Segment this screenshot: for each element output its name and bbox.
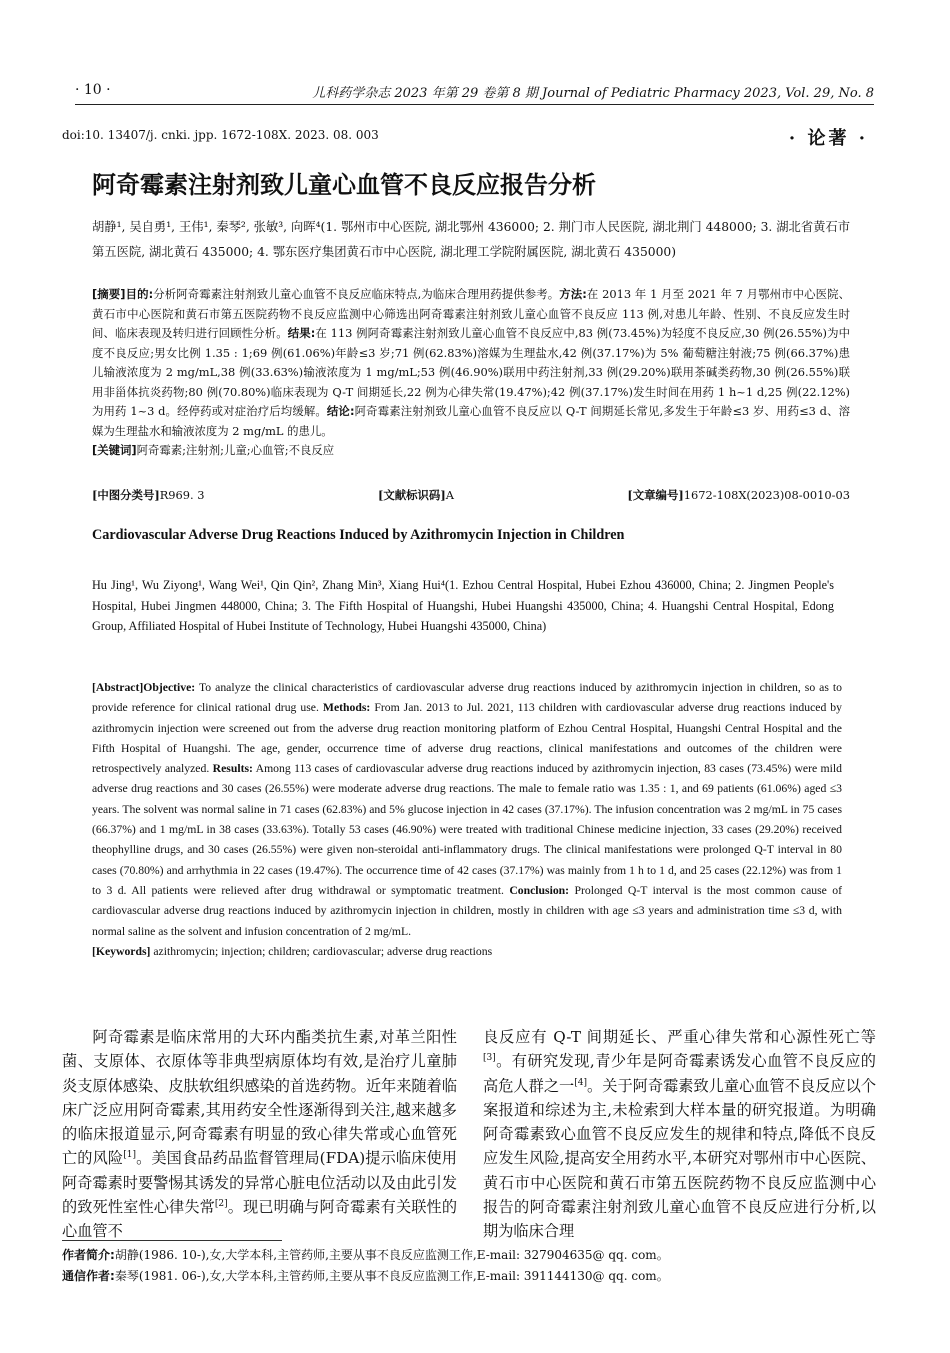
conclusion-en-text: Prolonged Q-T interval is the most common cause of cardiovascular adverse drug reactions induced by azithromycin injection in children, mostly in children with age ≤3 years and administration time ≤3 d, with normal saline as the solvent and infusion concentration of 2 mg/mL. bbox=[92, 883, 842, 938]
header-rule bbox=[75, 104, 874, 105]
running-header: 儿科药学杂志 2023 年第 29 卷第 8 期 Journal of Pediatric Pharmacy 2023, Vol. 29, No. 8 bbox=[312, 86, 874, 101]
abstract-cn bbox=[92, 285, 850, 461]
citation[interactable]: [2] bbox=[214, 1199, 228, 1210]
methods-en-label: Methods: bbox=[322, 701, 371, 715]
body-text: 良反应有 Q-T 间期延长、严重心律失常和心源性死亡等 bbox=[483, 1028, 876, 1046]
results-text: 在 113 例阿奇霉素注射剂致儿童心血管不良反应中,83 例(73.45%)为轻度不良反应,30 例(26.55%)为中度不良反应;男女比例 1.35 : 1;69 例(61.06%)年龄≤3 岁;71 例(62.83%)溶媒为生理盐水,42 例(37.17%)为 5% 葡萄糖注射液;75 例(66.37%)患儿输液浓度为 2 mg/mL,38 例(33.63%)输液浓度为 1 mg/mL;53 例(46.90%)联用中药注射剂,33 例(29.20%)联用茶碱类药物,30 例(26.55%)联用非甾体抗炎药物;80 例(70.80%)临床表现为 Q-T 间期延长,22 例为心律失常(19.47%);42 例(37.17%)发生时间在用药 1 h~1 d,25 例(22.12%)为用药 1~3 d。经停药或对症治疗后均缓解。 bbox=[92, 326, 850, 418]
page-number: · 10 · bbox=[75, 82, 111, 98]
doc-code bbox=[378, 487, 454, 503]
authors-en: Hu Jing¹, Wu Ziyong¹, Wang Wei¹, Qin Qin², Zhang Min³, Xiang Hui⁴(1. Ezhou Central Hospital, Hubei Ezhou 436000, China; 2. Jingmen People's Hospital, Hubei Jingmen 448000, China; 3. The Fifth Hospital of Huangshi, Hubei Huangshi 435000, China; 4. Huangshi Central Hospital, Edong Group, Affiliated Hospital of Hubei Institute of Technology, Hubei Huangshi 435000, China) bbox=[92, 578, 834, 633]
english-title: Cardiovascular Adverse Drug Reactions Induced by Azithromycin Injection in Children bbox=[92, 527, 625, 543]
results-label: 结果: bbox=[287, 326, 316, 340]
body-text: 阿奇霉素是临床常用的大环内酯类抗生素,对革兰阳性菌、支原体、衣原体等非典型病原体均有效,是治疗儿童肺炎支原体感染、皮肤软组织感染的首选药物。近年来随着临床广泛应用阿奇霉素,其用药安全性逐渐得到关注,越来越多的临床报道显示,阿奇霉素有明显的致心律失常或心血管死亡的风险 bbox=[62, 1028, 457, 1168]
keywords-en-label: [Keywords] bbox=[92, 944, 151, 958]
keywords-en-text: azithromycin; injection; children; cardiovascular; adverse drug reactions bbox=[153, 944, 493, 958]
body-column-right bbox=[483, 1025, 876, 1244]
doi: doi:10. 13407/j. cnki. jpp. 1672-108X. 2023. 08. 003 bbox=[62, 128, 379, 142]
body-text: 。美国食品药品监督管理局(FDA)提示临床使用阿奇霉素时要警惕其诱发的异常心脏电位活动以及由此引发的致死性室性心律失常 bbox=[62, 1149, 457, 1217]
corresponding-author bbox=[62, 1267, 669, 1284]
objective-label: 目的: bbox=[125, 287, 154, 301]
body-text: 。关于阿奇霉素致儿童心血管不良反应以个案报道和综述为主,未检索到大样本量的研究报道。为明确阿奇霉素致心血管不良反应发生的规律和特点,降低不良反应发生风险,提高安全用药水平,本研究对鄂州市中心医院、黄石市中心医院和黄石市第五医院药物不良反应监测中心报告的阿奇霉素注射剂致儿童心血管不良反应进行分析,以期为临床合理 bbox=[483, 1076, 877, 1241]
results-en-label: Results: bbox=[212, 762, 253, 776]
citation[interactable]: [4] bbox=[574, 1077, 588, 1088]
conclusion-en-label: Conclusion: bbox=[509, 883, 570, 897]
objective-en-label: Objective: bbox=[143, 681, 196, 694]
body-column-left bbox=[62, 1025, 457, 1244]
corresponding-label: 通信作者: bbox=[62, 1269, 115, 1283]
citation[interactable]: [3] bbox=[483, 1053, 496, 1064]
keywords-en bbox=[92, 942, 842, 962]
footnote-rule bbox=[62, 1240, 282, 1241]
author-intro bbox=[62, 1246, 669, 1263]
article-title: 阿奇霉素注射剂致儿童心血管不良反应报告分析 bbox=[92, 171, 596, 199]
article-no-value: 1672-108X(2023)08-0010-03 bbox=[683, 488, 850, 502]
citation[interactable]: [1] bbox=[123, 1150, 136, 1161]
conclusion-text: 阿奇霉素注射剂致儿童心血管不良反应以 Q-T 间期延长常见,多发生于年龄≤3 岁、用药≤3 d、溶媒为生理盐水和输液浓度为 2 mg/mL 的患儿。 bbox=[92, 404, 850, 438]
objective-text: 分析阿奇霉素注射剂致儿童心血管不良反应临床特点,为临床合理用药提供参考。 bbox=[153, 287, 560, 301]
clc-value: R969. 3 bbox=[159, 488, 205, 502]
authors-cn: 胡静¹, 吴自勇¹, 王伟¹, 秦琴², 张敏³, 向晖⁴(1. 鄂州市中心医院, 湖北鄂州 436000; 2. 荆门市人民医院, 湖北荆门 448000; 3. 湖北省黄石市第五医院, 湖北黄石 435000; 4. 鄂东医疗集团黄石市中心医院, 湖北理工学院附属医院, 湖北黄石 435000) bbox=[92, 220, 851, 259]
article-no-label: [文章编号] bbox=[627, 488, 684, 502]
article-no bbox=[627, 487, 850, 503]
body-text: 。有研究发现,青少年是阿奇霉素诱发心血管不良反应的高危人群之一 bbox=[483, 1052, 876, 1095]
methods-en-text: From Jan. 2013 to Jul. 2021, 113 children with cardiovascular adverse drug reactions induced by azithromycin injection were screened out from the adverse drug reaction monitoring platform of Ezhou Central Hospital, Huangshi Central Hospital and the Fifth Hospital of Huangshi. The age, gender, occurrence time of adverse drug reactions, clinical manifestations and outcomes of the children were retrospectively analyzed. bbox=[92, 701, 842, 776]
results-en-text: Among 113 cases of cardiovascular adverse drug reactions induced by azithromycin injection, 83 cases (73.45%) were mild adverse drug reactions and 30 cases (26.55%) were moderate adverse drug reactions. The male to female ratio was 1.35 : 1, and 69 patients (61.06%) aged ≤3 years. The solvent was normal saline in 71 cases (62.83%) and 5% glucose injection in 42 cases (37.17%). The infusion concentration was 2 mg/mL in 75 cases (66.37%) and 1 mg/mL in 38 cases (33.63%). Totally 53 cases (46.90%) were treated with traditional Chinese medicine injection, 33 cases (29.20%) received theophylline drugs, and 30 cases (26.55%) were given non-steroidal anti-inflammatory drugs. The clinical manifestations were prolonged Q-T interval in 80 cases (70.80%) and arrhythmia in 22 cases (19.47%). The occurrence time of 42 cases (37.17%) was mainly from 1 h to 1 d, and 25 cases (22.12%) was from 1 to 3 d. All patients were relieved after drug withdrawal or symptomatic treatment. bbox=[92, 762, 842, 897]
doc-code-value: A bbox=[445, 488, 454, 502]
conclusion-label: 结论: bbox=[326, 404, 355, 418]
abstract-en-label: [Abstract] bbox=[92, 681, 144, 694]
classification-row bbox=[92, 487, 850, 503]
abstract-label: [摘要] bbox=[92, 287, 126, 301]
corresponding-text: 秦琴(1981. 06-),女,大学本科,主管药师,主要从事不良反应监测工作,E-mail: 391144130@ qq. com。 bbox=[114, 1269, 669, 1283]
objective-en-text: To analyze the clinical characteristics of cardiovascular adverse drug reactions induced by azithromycin injection in children, so as to provide reference for clinical rational drug use. bbox=[92, 681, 842, 715]
keywords-text: 阿奇霉素;注射剂;儿童;心血管;不良反应 bbox=[136, 443, 335, 457]
abstract-en bbox=[92, 678, 842, 962]
column-label: · 论著 · bbox=[788, 128, 868, 149]
methods-label: 方法: bbox=[559, 287, 587, 301]
clc bbox=[92, 487, 205, 503]
body-text: 。现已明确与阿奇霉素有关联性的心血管不 bbox=[62, 1198, 458, 1241]
author-intro-label: 作者简介: bbox=[62, 1248, 115, 1262]
author-intro-text: 胡静(1986. 10-),女,大学本科,主管药师,主要从事不良反应监测工作,E-mail: 327904635@ qq. com。 bbox=[114, 1248, 669, 1262]
clc-label: [中图分类号] bbox=[92, 488, 160, 502]
doc-code-label: [文献标识码] bbox=[377, 488, 446, 502]
keywords-cn bbox=[92, 441, 850, 461]
methods-text: 在 2013 年 1 月至 2021 年 7 月鄂州市中心医院、黄石市中心医院和黄石市第五医院药物不良反应监测中心筛选出阿奇霉素注射剂致儿童心血管不良反应 113 例,对患儿年龄、性别、不良反应发生时间、临床表现及转归进行回顾性分析。 bbox=[92, 287, 850, 340]
keywords-label: [关键词] bbox=[92, 443, 137, 457]
